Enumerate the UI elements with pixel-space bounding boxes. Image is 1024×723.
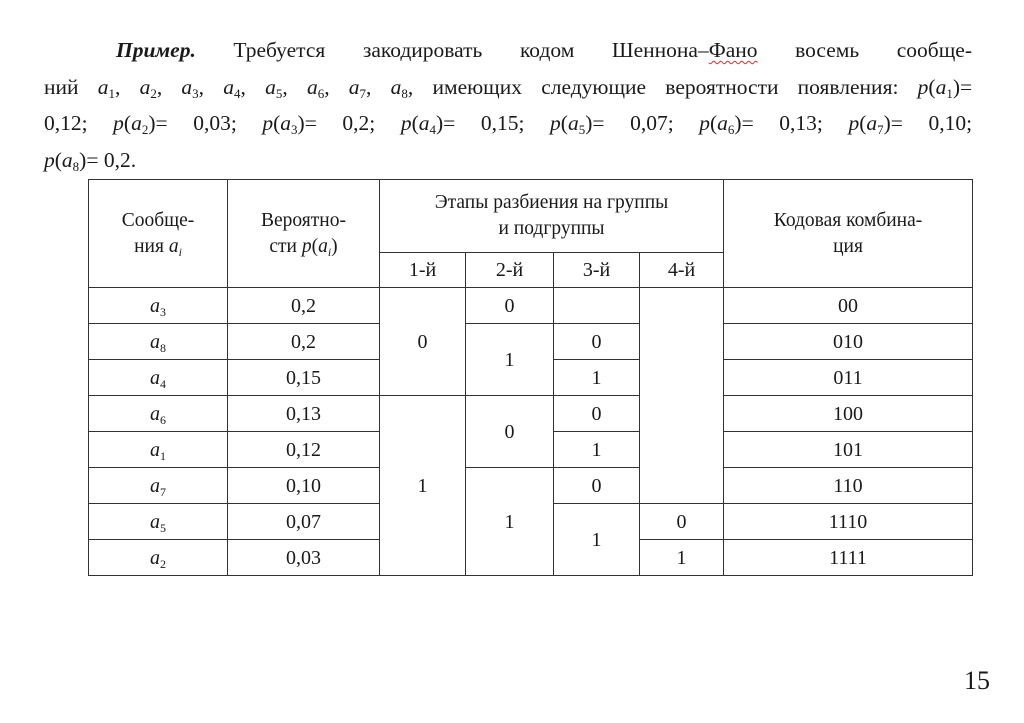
probability-cell: 0,10 bbox=[228, 468, 380, 504]
paragraph-line-4: $p(a_8)= 0,2$. bbox=[44, 147, 137, 174]
code-cell: 011 bbox=[724, 360, 973, 396]
message-cell: $a_8$ bbox=[89, 324, 228, 360]
prob-a6: $p(a_6)= 0,13$ bbox=[699, 111, 817, 137]
header-code: Кодовая комбина- ция bbox=[724, 180, 973, 288]
table-row bbox=[89, 468, 973, 504]
stage-3-label: 3-й bbox=[554, 253, 640, 288]
message-list: $a_1$, $a_2$, $a_3$, $a_4$, $a_5$, $a_6$, $a_7$, $a_8$ bbox=[97, 74, 408, 101]
stage3-group: 0 bbox=[554, 468, 640, 504]
shannon-fano-table bbox=[88, 179, 973, 576]
prob-a3: $p(a_3)= 0,2$ bbox=[262, 111, 370, 137]
stage3-group: 1 bbox=[554, 360, 640, 396]
stage-4-label: 4-й bbox=[640, 253, 724, 288]
code-cell: 00 bbox=[724, 288, 973, 324]
probability-cell: 0,2 bbox=[228, 324, 380, 360]
example-paragraph bbox=[44, 32, 972, 178]
message-cell: $a_1$ bbox=[89, 432, 228, 468]
message-cell: $a_3$ bbox=[89, 288, 228, 324]
stage1-group: 1 bbox=[380, 396, 466, 576]
example-lead: Пример bbox=[116, 38, 191, 62]
message-cell: $a_4$ bbox=[89, 360, 228, 396]
stage3-group: 0 bbox=[554, 324, 640, 360]
probability-cell: 0,15 bbox=[228, 360, 380, 396]
paragraph-line-3: 0,12; $p(a_2)= 0,03$; $p(a_3)= 0,2$; $p(a_4)= 0,15$; $p(a_5)= 0,07$; $p(a_6)= 0,13$; $p(a_7)= 0,10$; bbox=[44, 111, 973, 137]
code-cell: 1110 bbox=[724, 504, 973, 540]
prob-a7: $p(a_7)= 0,10$ bbox=[848, 111, 967, 137]
stage2-group: 0 bbox=[466, 288, 554, 324]
table-row bbox=[89, 396, 973, 432]
stage4-empty bbox=[640, 288, 724, 504]
stage-2-label: 2-й bbox=[466, 253, 554, 288]
probability-cell: 0,2 bbox=[228, 288, 380, 324]
header-message: Сообще- ния $a_i$ bbox=[89, 180, 228, 288]
paragraph-line-1: Пример. Требуется закодировать кодом Шеннона–Фано восемь сообще- bbox=[116, 38, 972, 62]
code-cell: 100 bbox=[724, 396, 973, 432]
message-cell: $a_7$ bbox=[89, 468, 228, 504]
stage2-group: 0 bbox=[466, 396, 554, 468]
prob-a4: $p(a_4)= 0,15$ bbox=[400, 111, 519, 137]
message-cell: $a_6$ bbox=[89, 396, 228, 432]
stage-1-label: 1-й bbox=[380, 253, 466, 288]
page-number: 15 bbox=[964, 666, 990, 695]
stage3-group: 1 bbox=[554, 504, 640, 576]
stage4-group: 0 bbox=[640, 504, 724, 540]
message-cell: $a_2$ bbox=[89, 540, 228, 576]
probability-cell: 0,12 bbox=[228, 432, 380, 468]
stage3-group: 0 bbox=[554, 396, 640, 432]
stage1-group: 0 bbox=[380, 288, 466, 396]
prob-a2: $p(a_2)= 0,03$ bbox=[113, 111, 231, 137]
probability-cell: 0,07 bbox=[228, 504, 380, 540]
probability-cell: 0,13 bbox=[228, 396, 380, 432]
spellcheck-word: Фано bbox=[708, 38, 758, 62]
header-stages: Этапы разбиения на группы и подгруппы bbox=[380, 180, 724, 253]
stage4-group: 1 bbox=[640, 540, 724, 576]
code-cell: 1111 bbox=[724, 540, 973, 576]
paragraph-line-2: ний $a_1$, $a_2$, $a_3$, $a_4$, $a_5$, $a_6$, $a_7$, $a_8$, имеющих следующие вероятности появления: $p(a_1)=$ bbox=[44, 74, 973, 101]
table-row bbox=[89, 324, 973, 360]
prob-a8: $p(a_8)= 0,2$ bbox=[44, 147, 131, 174]
prob-a1: $p(a_1)=$ bbox=[917, 74, 973, 101]
table-row bbox=[89, 288, 973, 324]
header-probability: Вероятно- сти $p(a_i)$ bbox=[228, 180, 380, 288]
code-cell: 110 bbox=[724, 468, 973, 504]
header-row bbox=[89, 180, 973, 253]
prob-a5: $p(a_5)= 0,07$ bbox=[550, 111, 668, 137]
probability-cell: 0,03 bbox=[228, 540, 380, 576]
stage2-group: 1 bbox=[466, 324, 554, 396]
stage2-group: 1 bbox=[466, 468, 554, 576]
code-cell: 010 bbox=[724, 324, 973, 360]
message-cell: $a_5$ bbox=[89, 504, 228, 540]
stage3-group: 1 bbox=[554, 432, 640, 468]
stage3-empty bbox=[554, 288, 640, 324]
code-cell: 101 bbox=[724, 432, 973, 468]
